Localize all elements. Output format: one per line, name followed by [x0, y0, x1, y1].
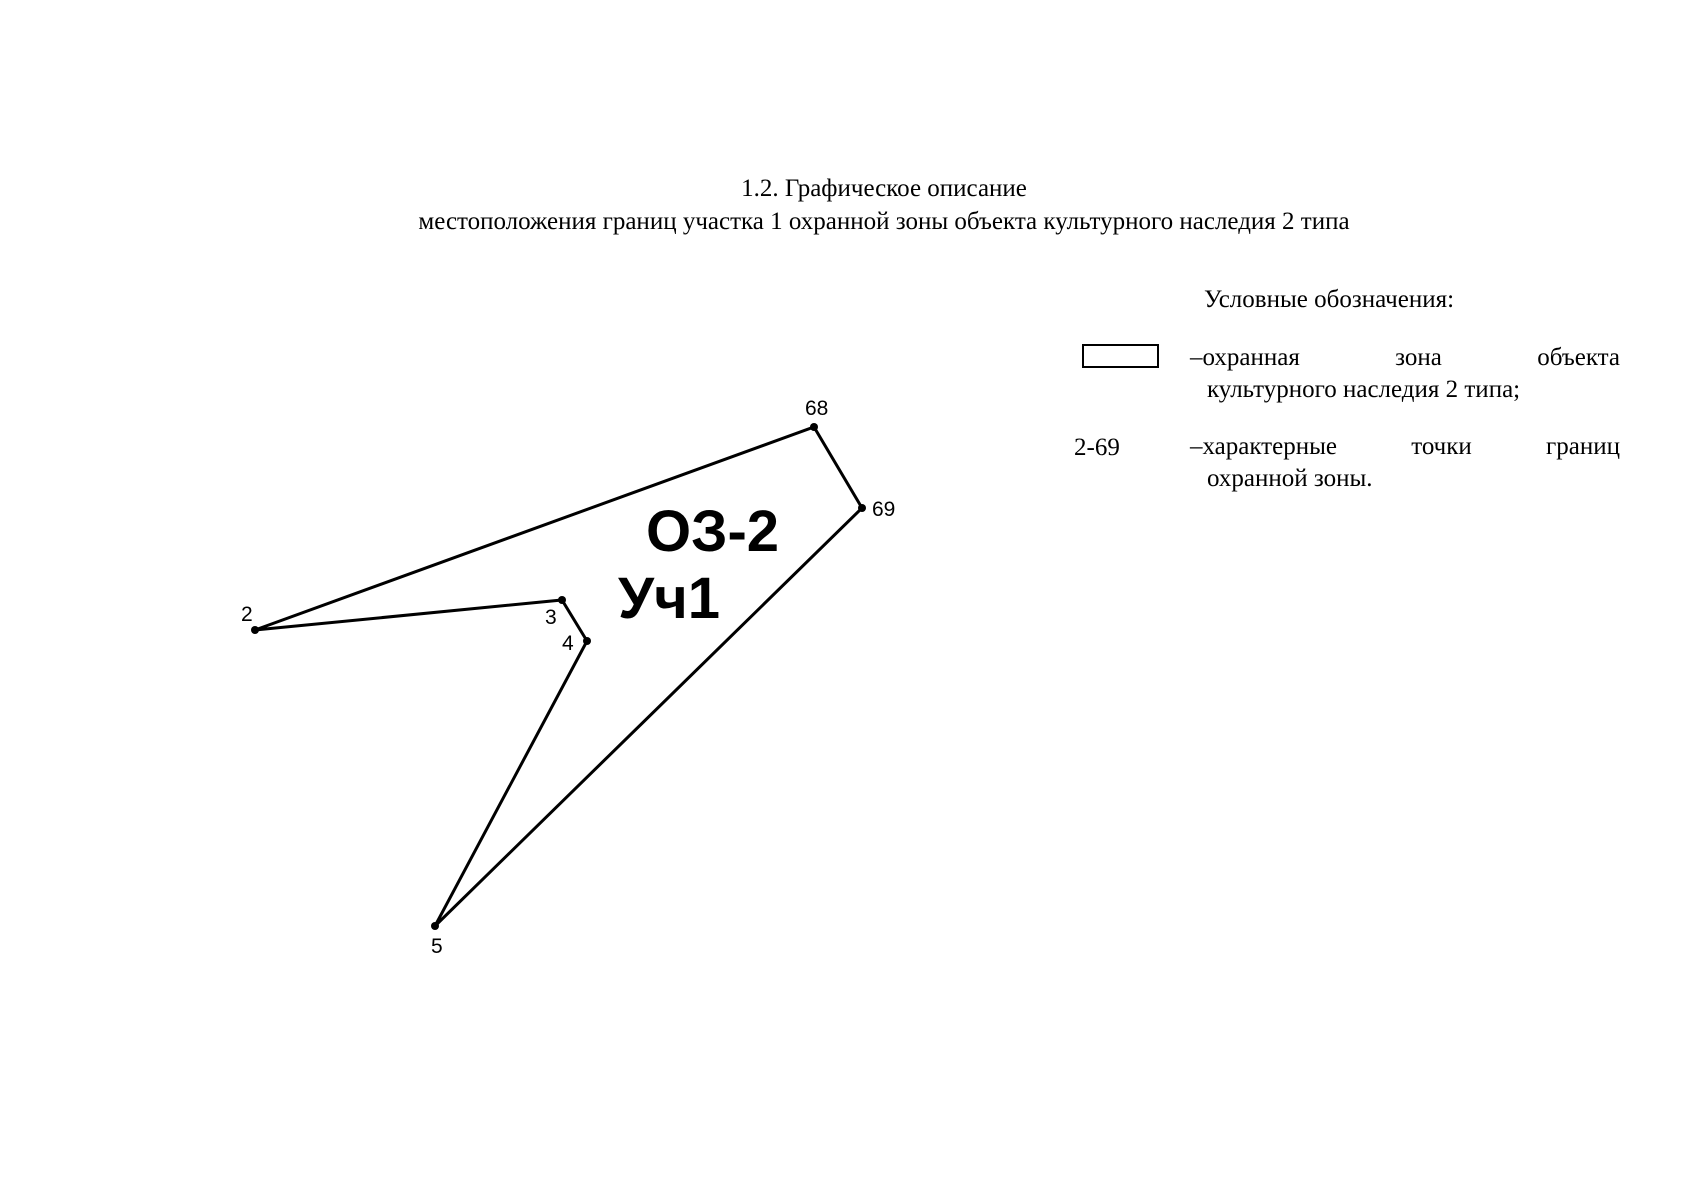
legend-continuation: охранной зоны. — [1207, 465, 1373, 492]
section-label: Уч1 — [618, 566, 721, 631]
boundary-point-2 — [251, 626, 259, 634]
legend-word: зона — [1395, 344, 1442, 371]
legend-word: точки — [1411, 433, 1472, 460]
legend-word: границ — [1546, 433, 1620, 460]
legend-continuation: культурного наследия 2 типа; — [1207, 376, 1521, 403]
legend-points-symbol: 2-69 — [1074, 434, 1120, 461]
boundary-point-68 — [810, 423, 818, 431]
boundary-point-5 — [431, 922, 439, 930]
legend-word: объекта — [1537, 344, 1620, 371]
legend-word: охранная — [1202, 344, 1300, 371]
legend-dash: – — [1190, 433, 1203, 460]
zone-label: ОЗ-2 — [646, 499, 780, 564]
legend-heading: Условные обозначения: — [1204, 286, 1455, 313]
legend-dash: – — [1190, 344, 1203, 371]
point-label-5: 5 — [431, 935, 443, 958]
legend-word: характерные — [1202, 433, 1337, 460]
point-label-4: 4 — [562, 632, 574, 655]
title-line-1: 1.2. Графическое описание — [741, 175, 1027, 202]
title-line-2: местоположения границ участка 1 охранной зоны объекта культурного наследия 2 типа — [418, 208, 1350, 235]
point-label-69: 69 — [872, 498, 896, 521]
point-label-3: 3 — [545, 606, 557, 629]
point-label-68: 68 — [805, 397, 829, 420]
boundary-point-4 — [583, 637, 591, 645]
boundary-point-3 — [558, 596, 566, 604]
boundary-point-69 — [858, 504, 866, 512]
point-label-2: 2 — [241, 603, 253, 626]
